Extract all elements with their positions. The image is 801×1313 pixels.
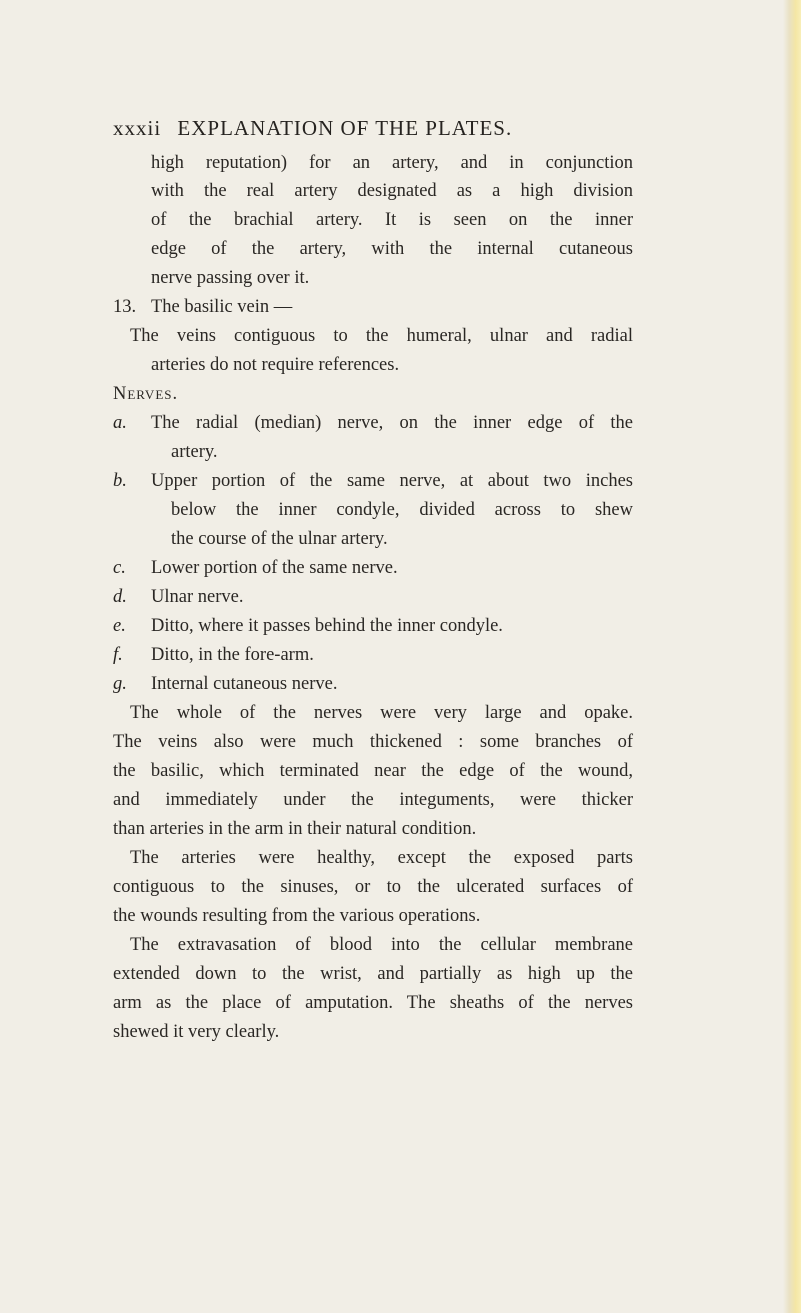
nerve-text: Internal cutaneous nerve. [151,674,338,694]
paragraph-line: extended down to the wrist, and partially as high up the [113,964,633,984]
nerve-label: f. [113,645,123,665]
paragraph-line: The whole of the nerves were very large and opake. [130,703,633,723]
nerve-label: g. [113,674,127,694]
nerve-text: Upper portion of the same nerve, at about two inches [151,471,633,491]
nerve-text: Ditto, where it passes behind the inner condyle. [151,616,503,636]
page-number: xxxii [113,116,162,140]
nerve-text: Ditto, in the fore-arm. [151,645,314,665]
paragraph-line: the basilic, which terminated near the edge of the wound, [113,761,633,781]
paragraph-line: The extravasation of blood into the cellular membrane [130,935,633,955]
paragraph-line: the wounds resulting from the various operations. [113,906,481,926]
nerve-text: Lower portion of the same nerve. [151,558,398,578]
nerve-text: the course of the ulnar artery. [171,529,388,549]
nerve-text: The radial (median) nerve, on the inner edge of the [151,413,633,433]
text-line: nerve passing over it. [151,268,310,288]
nerve-text: below the inner condyle, divided across to shew [171,500,633,520]
text-line: with the real artery designated as a high division [151,181,633,201]
paragraph-line: and immediately under the integuments, were thicker [113,790,633,810]
text-line: edge of the artery, with the internal cutaneous [151,239,633,259]
text-line: The veins contiguous to the humeral, ulnar and radial [130,326,633,346]
paragraph-line: shewed it very clearly. [113,1022,280,1042]
section-heading-nerves: Nerves. [113,384,179,404]
paragraph-line: The arteries were healthy, except the exposed parts [130,848,633,868]
page-edge [783,0,801,1313]
text-line: arteries do not require references. [151,355,400,375]
running-header [113,116,633,141]
item-number: 13. [113,297,137,317]
item-text: The basilic vein — [151,297,293,317]
paragraph-line: contiguous to the sinuses, or to the ulcerated surfaces of [113,877,633,897]
nerve-label: b. [113,471,127,491]
text-line: high reputation) for an artery, and in conjunction [151,153,633,173]
paragraph-line: The veins also were much thickened : some branches of [113,732,633,752]
nerve-label: e. [113,616,126,636]
nerve-text: Ulnar nerve. [151,587,244,607]
paragraph-line: arm as the place of amputation. The sheaths of the nerves [113,993,633,1013]
nerve-label: d. [113,587,127,607]
running-title: EXPLANATION OF THE PLATES. [177,116,513,140]
nerve-text: artery. [171,442,218,462]
nerve-label: a. [113,413,127,433]
text-line: of the brachial artery. It is seen on the inner [151,210,633,230]
nerve-label: c. [113,558,126,578]
paragraph-line: than arteries in the arm in their natural condition. [113,819,477,839]
